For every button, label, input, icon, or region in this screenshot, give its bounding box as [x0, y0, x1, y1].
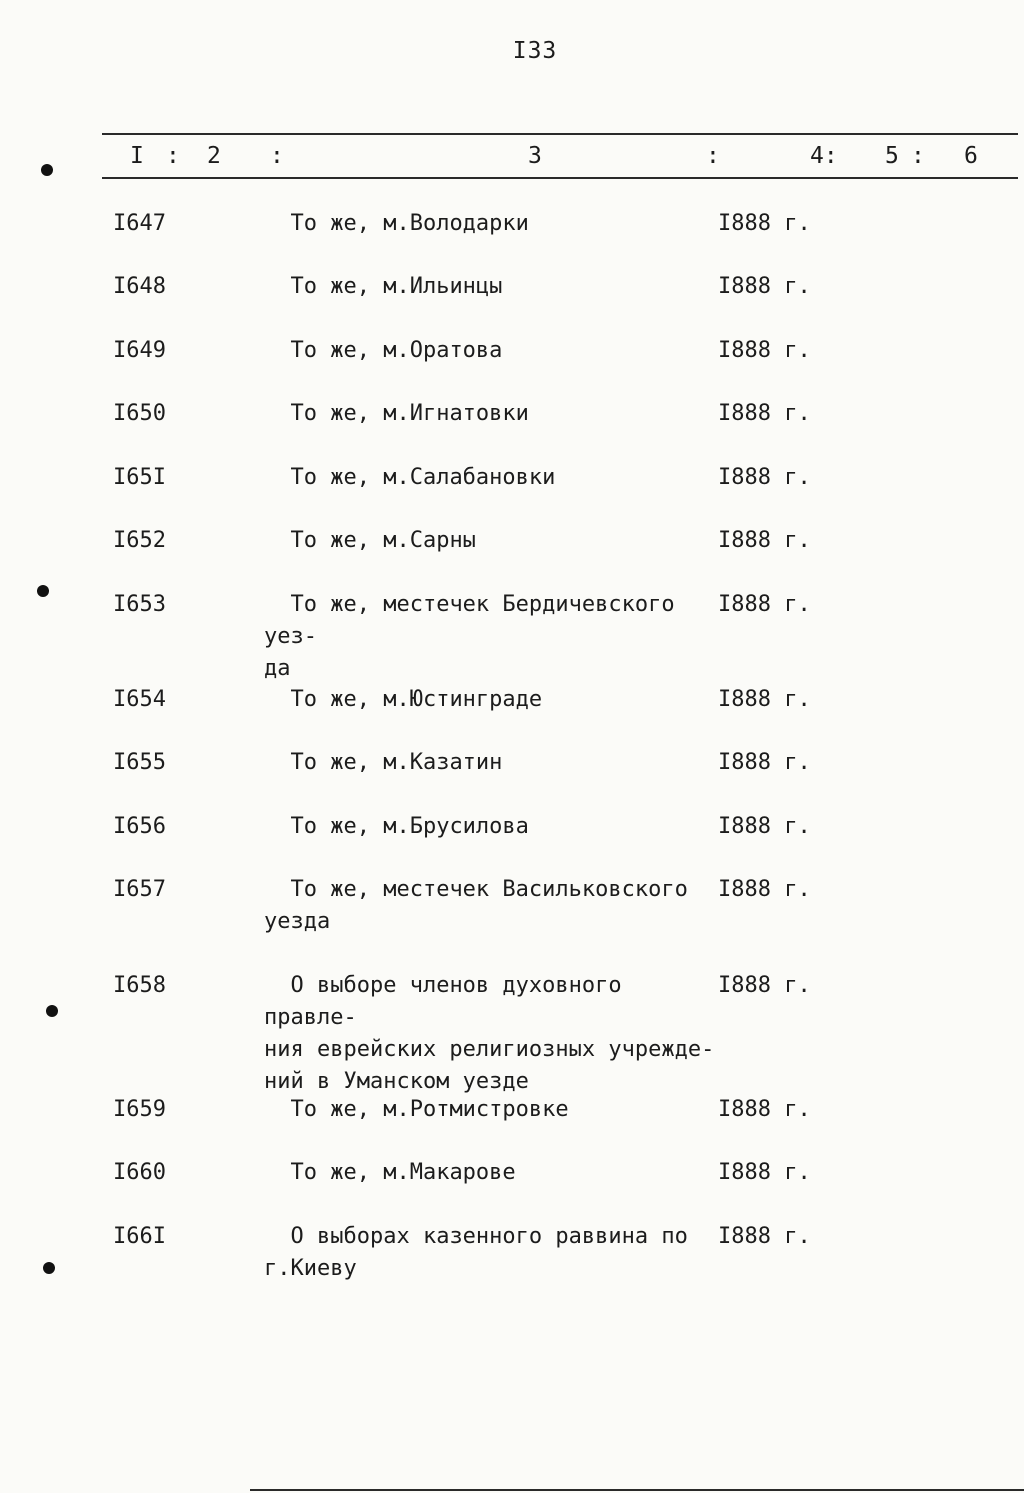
header-col-5: 5	[885, 143, 899, 169]
header-col-2: 2	[207, 143, 221, 169]
punch-hole-icon	[43, 1262, 55, 1274]
record-description: О выборах казенного раввина по г.Киеву	[264, 1224, 688, 1281]
record-date: I888 г.	[718, 465, 811, 490]
record-date: I888 г.	[718, 973, 811, 998]
record-number: I658	[113, 973, 166, 998]
record-description: То же, местечек Бердичевского уез- да	[264, 592, 675, 681]
record-date: I888 г.	[718, 1160, 811, 1185]
record-date: I888 г.	[718, 528, 811, 553]
record-date: I888 г.	[718, 814, 811, 839]
record-description: То же, м.Макарове	[264, 1160, 516, 1185]
record-number: I653	[113, 592, 166, 617]
record-number: I652	[113, 528, 166, 553]
record-date: I888 г.	[718, 211, 811, 236]
page-bottom-rule	[250, 1489, 1024, 1491]
table-top-rule	[102, 133, 1018, 135]
record-number: I655	[113, 750, 166, 775]
punch-hole-icon	[41, 164, 53, 176]
record-number: I654	[113, 687, 166, 712]
header-separator: :	[911, 143, 925, 169]
record-description: То же, м.Володарки	[264, 211, 529, 236]
record-description: То же, м.Ильинцы	[264, 274, 503, 299]
record-number: I657	[113, 877, 166, 902]
header-col-4: 4:	[810, 143, 838, 169]
record-date: I888 г.	[718, 750, 811, 775]
record-number: I65I	[113, 465, 166, 490]
record-date: I888 г.	[718, 1097, 811, 1122]
record-number: I650	[113, 401, 166, 426]
punch-hole-icon	[46, 1005, 58, 1017]
record-date: I888 г.	[718, 274, 811, 299]
record-date: I888 г.	[718, 592, 811, 617]
record-description: То же, м.Брусилова	[264, 814, 529, 839]
record-date: I888 г.	[718, 1224, 811, 1249]
record-date: I888 г.	[718, 877, 811, 902]
record-description: То же, м.Казатин	[264, 750, 503, 775]
header-col-3: 3	[528, 143, 542, 169]
header-col-1: I	[130, 143, 144, 169]
record-number: I659	[113, 1097, 166, 1122]
record-number: I647	[113, 211, 166, 236]
record-description: То же, м.Оратова	[264, 338, 503, 363]
record-description: То же, м.Ротмистровке	[264, 1097, 569, 1122]
record-number: I648	[113, 274, 166, 299]
header-col-6: 6	[964, 143, 978, 169]
record-number: I656	[113, 814, 166, 839]
record-number: I649	[113, 338, 166, 363]
page-number: I33	[512, 38, 558, 64]
record-description: То же, местечек Васильковского уезда	[264, 877, 688, 934]
punch-hole-icon	[37, 585, 49, 597]
header-separator: :	[706, 143, 720, 169]
header-separator: :	[166, 143, 180, 169]
record-date: I888 г.	[718, 338, 811, 363]
record-number: I66I	[113, 1224, 166, 1249]
record-description: То же, м.Сарны	[264, 528, 476, 553]
header-separator: :	[270, 143, 284, 169]
record-date: I888 г.	[718, 687, 811, 712]
record-description: То же, м.Юстинграде	[264, 687, 543, 712]
record-description: То же, м.Игнатовки	[264, 401, 529, 426]
header-bottom-rule	[102, 177, 1018, 179]
record-description: То же, м.Салабановки	[264, 465, 556, 490]
record-date: I888 г.	[718, 401, 811, 426]
record-number: I660	[113, 1160, 166, 1185]
record-description: О выборе членов духовного правле- ния еврейских религиозных учрежде- ний в Уманском уезде	[264, 973, 715, 1094]
